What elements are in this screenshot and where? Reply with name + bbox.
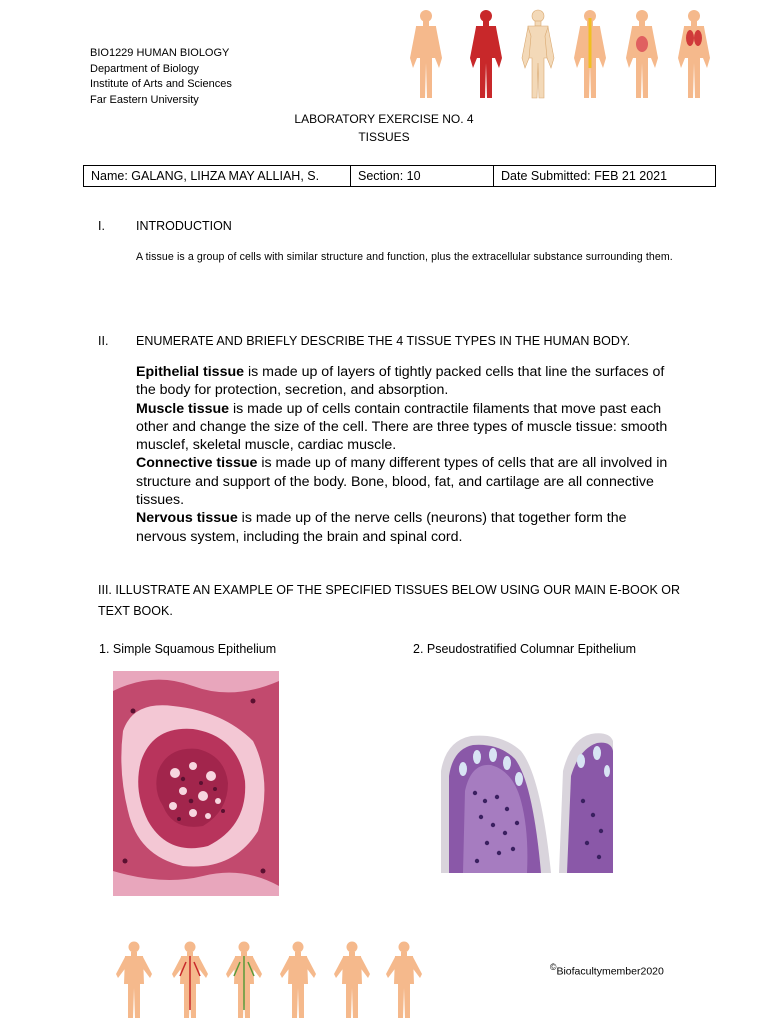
section-title-intro: INTRODUCTION [136,219,232,233]
body-systems-illustration-bottom [108,940,428,1020]
human-figure-digestive-icon [626,10,658,98]
student-info-table [83,165,716,187]
date-submitted-cell: Date Submitted: FEB 21 2021 [501,169,668,183]
connective-term: Connective tissue [136,455,258,472]
copyright-text: Biofacultymember2020 [556,965,664,978]
figure-label-pseudostratified: 2. Pseudostratified Columnar Epithelium [413,642,637,656]
muscle-term: Muscle tissue [136,400,230,417]
student-name-cell: Name: GALANG, LIHZA MAY ALLIAH, S. [84,166,351,186]
exercise-subtitle: TISSUES [358,130,410,144]
human-figure-respiratory-icon [678,10,710,98]
body-systems-illustration-top [400,6,720,102]
human-figure-lymphatic-icon [226,942,262,1019]
human-figure-skeleton-icon [522,10,554,98]
nervous-description: is made up of the nerve cells (neurons) that together form the nervous system, including the brain and spinal cord. [136,510,627,545]
muscle-entry [136,400,676,455]
connective-entry [136,454,676,509]
institute: Institute of Arts and Sciences [90,78,232,90]
section-title-illustrate: III. ILLUSTRATE AN EXAMPLE OF THE SPECIFIED TISSUES BELOW USING OUR MAIN E-BOOK OR TEXT BOOK. [98,583,681,618]
human-figure-integumentary-icon [386,942,422,1019]
human-figure-nervous-icon [574,10,606,98]
tissue-descriptions [136,363,676,546]
copyright-mark: © [550,962,557,972]
university: Far Eastern University [90,93,199,106]
section-number-intro: I. [98,219,105,233]
course-header [90,46,232,108]
nervous-term: Nervous tissue [136,510,238,527]
human-figure-urinary-icon [280,942,316,1019]
epithelial-term: Epithelial tissue [136,364,245,380]
human-figure-muscle-icon [470,10,502,98]
muscle-description: is made up of cells contain contractile filaments that move past each other and change the size of the cell. There are three types of muscle tissue: smooth musclef, skeletal muscle, cardiac muscle. [136,400,668,454]
nervous-entry [136,509,676,546]
course-code: BIO1229 HUMAN BIOLOGY [90,47,230,59]
simple-squamous-micrograph [113,671,279,896]
connective-description: is made up of many different types of cells that are all involved in structure and support of the body. Bone, blood, fat, and cartilage are all connective tissues. [136,455,668,509]
copyright-notice [550,962,664,978]
human-figure-endocrine-icon [116,942,152,1019]
section-number-enumerate: II. [98,334,109,348]
intro-paragraph: A tissue is a group of cells with similar structure and function, plus the extracellular substance surrounding them. [136,251,673,263]
exercise-title: LABORATORY EXERCISE NO. 4 [294,112,474,126]
human-figure-reproductive-icon [334,942,370,1019]
department: Department of Biology [90,62,199,75]
section-cell: Section: 10 [351,166,494,186]
figure-label-simple-squamous: 1. Simple Squamous Epithelium [99,642,277,656]
pseudostratified-micrograph [441,731,613,873]
epithelial-description: is made up of layers of tightly packed cells that line the surfaces of the body for protection, secretion, and absorption. [136,364,665,399]
human-figure-skin-icon [410,10,442,98]
epithelial-entry [136,363,676,400]
human-figure-circulatory-icon [172,942,208,1019]
section-title-enumerate: ENUMERATE AND BRIEFLY DESCRIBE THE 4 TISSUE TYPES IN THE HUMAN BODY. [136,334,631,348]
